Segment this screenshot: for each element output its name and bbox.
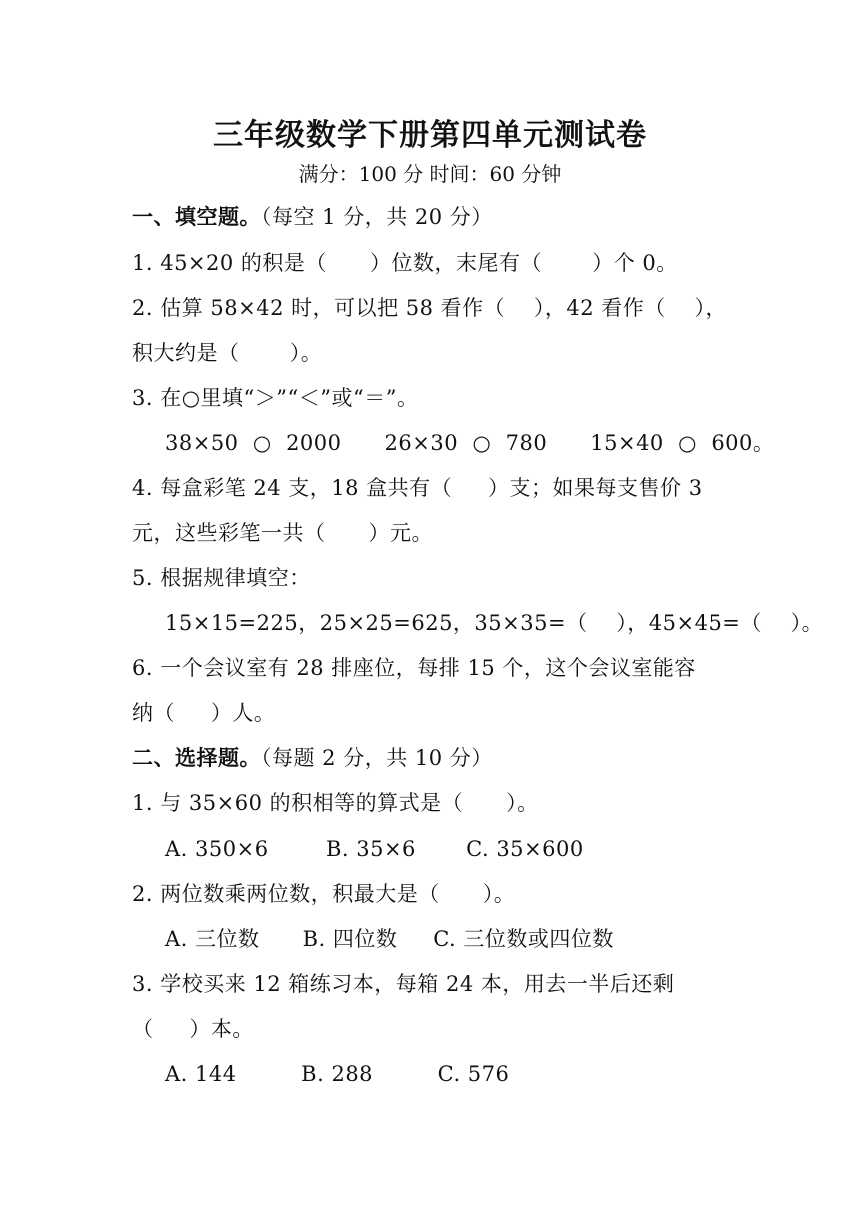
question-1-6: 6. 一个会议室有 28 排座位，每排 15 个，这个会议室能容 [132,656,696,680]
question-2-3: 3. 学校买来 12 箱练习本，每箱 24 本，用去一半后还剩 [132,972,675,996]
question-2-3-cont: （ ）本。 [132,1017,254,1041]
question-1-6-cont: 纳（ ）人。 [132,701,276,725]
question-2-2: 2. 两位数乘两位数，积最大是（ ）。 [132,882,516,906]
question-1-3: 3. 在○里填“＞”“＜”或“＝”。 [132,386,419,410]
section-1-note: （每空 1 分，共 20 分） [261,205,493,229]
section-2-title: 二、选择题。 [132,746,261,770]
question-1-2-cont: 积大约是（ ）。 [132,341,323,365]
question-2-1: 1. 与 35×60 的积相等的算式是（ ）。 [132,791,539,815]
question-2-3-options: A. 144 B. 288 C. 576 [165,1062,510,1086]
question-2-1-options: A. 350×6 B. 35×6 C. 35×600 [165,837,584,861]
question-1-4-cont: 元，这些彩笔一共（ ）元。 [132,521,434,545]
question-1-4: 4. 每盒彩笔 24 支，18 盒共有（ ）支；如果每支售价 3 [132,476,703,500]
question-1-2: 2. 估算 58×42 时，可以把 58 看作（ ），42 看作（ ）， [132,296,727,320]
exam-subtitle: 满分：100 分 时间：60 分钟 [298,162,562,186]
question-2-2-options: A. 三位数 B. 四位数 C. 三位数或四位数 [165,927,614,951]
question-1-5: 5. 根据规律填空： [132,566,311,590]
section-2-note: （每题 2 分，共 10 分） [261,746,493,770]
section-1-title: 一、填空题。 [132,205,261,229]
exam-title: 三年级数学下册第四单元测试卷 [213,118,647,153]
section-1-heading [132,202,493,232]
question-1-1: 1. 45×20 的积是（ ）位数，末尾有（ ）个 0。 [132,251,678,275]
section-2-heading [132,743,493,773]
question-1-5-items: 15×15=225，25×25=625，35×35=（ ），45×45=（ ）。 [165,611,824,635]
question-1-3-items: 38×50 ○ 2000 26×30 ○ 780 15×40 ○ 600。 [165,431,775,455]
